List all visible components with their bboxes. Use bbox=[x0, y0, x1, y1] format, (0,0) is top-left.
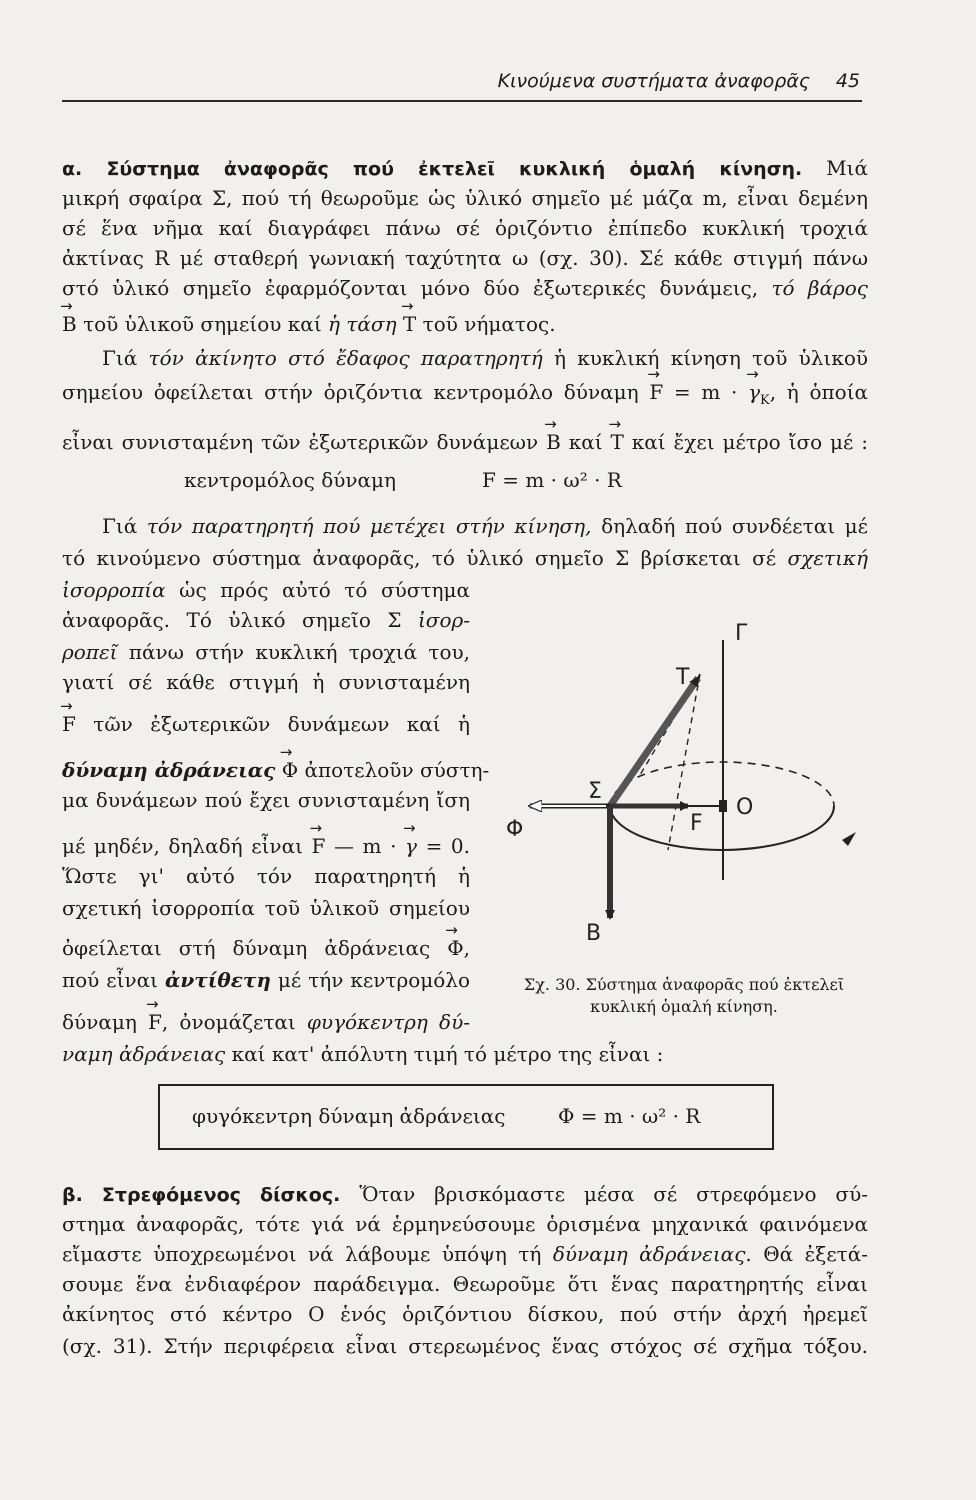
section-a-line-5: στό ὑλικό σημεῖο ἐφαρμόζονται μόνο δύο ἐξωτερικές δυνάμεις, τό βάρος bbox=[62, 276, 869, 300]
narrow-line-7: μα δυνάμεων πού ἔχει συνισταμένη ἴση bbox=[62, 788, 470, 812]
narrow-line-8: μέ μηδέν, δηλαδή εἶναι → F — m · → γ = 0. bbox=[62, 832, 470, 860]
section-a-line-4: ἀκτίνας R μέ σταθερή γωνιακή ταχύτητα ω (σχ. 30). Σέ κάθε στιγμή πάνω bbox=[62, 246, 868, 270]
section-a-line-1: α. Σύστημα ἀναφορᾶς πού ἐκτελεῖ κυκλική ὁμαλή κίνηση. Μιά bbox=[62, 156, 868, 180]
paragraph-2-line-3: εἶναι συνισταμένη τῶν ἐξωτερικῶν δυνάμεων → B καί → T καί ἔχει μέτρο ἴσο μέ : bbox=[62, 428, 868, 456]
label-gamma: Γ bbox=[735, 621, 748, 646]
section-b-line-4: σουμε ἕνα ἐνδιαφέρον παράδειγμα. Θεωροῦμε ὅτι ἕνας παρατηρητής εἶναι bbox=[62, 1272, 868, 1296]
section-a-heading: α. Σύστημα ἀναφορᾶς πού ἐκτελεῖ κυκλική ὁμαλή κίνηση. bbox=[62, 158, 803, 180]
narrow-line-11: ὀφείλεται στή δύναμη ἀδράνειας → Φ, bbox=[62, 934, 470, 962]
paragraph-3-line-1: Γιά τόν παρατηρητή πού μετέχει στήν κίνηση, δηλαδή πού συνδέεται μέ bbox=[102, 514, 869, 538]
figure-caption: Σχ. 30. Σύστημα ἀναφορᾶς πού ἐκτελεῖ κυκλική ὁμαλή κίνηση. bbox=[523, 975, 845, 1016]
paragraph-2-line-2: σημείου ὀφείλεται στήν ὁριζόντια κεντρομόλο δύναμη → F = m · → $\gamma_K$, ἡ ὁποία bbox=[62, 378, 868, 415]
label-t: T bbox=[676, 665, 690, 690]
narrow-line-10: σχετική ἰσορροπία τοῦ ὑλικοῦ σημείου bbox=[62, 896, 470, 920]
label-f: F bbox=[690, 811, 703, 836]
figure-30 bbox=[490, 600, 870, 940]
page-number: 45 bbox=[835, 70, 860, 92]
narrow-line-12: πού εἶναι ἀντίθετη μέ τήν κεντρομόλο bbox=[62, 968, 471, 992]
paragraph-3-last-line: ναμη ἀδράνειας καί κατ' ἀπόλυτη τιμή τό μέτρο της εἶναι : bbox=[62, 1042, 664, 1066]
label-sigma: Σ bbox=[588, 779, 602, 804]
narrow-line-2: ἀναφορᾶς. Τό ὑλικό σημεῖο Σ ἰσορ- bbox=[62, 608, 471, 632]
section-b-line-1: β. Στρεφόμενος δίσκος. Ὅταν βρισκόμαστε μέσα σέ στρεφόμενο σύ- bbox=[62, 1182, 868, 1206]
vector-t: → T bbox=[403, 310, 416, 338]
section-b-line-6: (σχ. 31). Στήν περιφέρεια εἶναι στερεωμένος ἕνας στόχος σέ σχῆμα τόξου. bbox=[62, 1334, 868, 1358]
narrow-line-13: δύναμη → F, ὀνομάζεται φυγόκεντρη δύ- bbox=[62, 1008, 470, 1036]
paragraph-3-line-2: τό κινούμενο σύστημα ἀναφορᾶς, τό ὑλικό σημεῖο Σ βρίσκεται σέ σχετική bbox=[62, 546, 869, 570]
origin-marker bbox=[719, 800, 727, 812]
narrow-line-5: → F τῶν ἐξωτερικῶν δυνάμεων καί ἡ bbox=[62, 710, 470, 738]
label-o: O bbox=[736, 795, 754, 820]
section-a-line-3: σέ ἕνα νῆμα καί διαγράφει πάνω σέ ὁριζόντιο ἐπίπεδο κυκλική τροχιά bbox=[62, 216, 868, 240]
section-b-line-2: στημα ἀναφορᾶς, τότε γιά νά ἑρμηνεύσουμε ὁρισμένα μηχανικά φαινόμενα bbox=[62, 1212, 868, 1236]
centrifugal-force-box: φυγόκεντρη δύναμη ἀδράνειας Φ = m · ω² · R bbox=[158, 1084, 774, 1150]
label-phi: Φ bbox=[506, 817, 524, 842]
narrow-line-3: ροπεῖ πάνω στήν κυκλική τροχιά του, bbox=[62, 640, 471, 664]
section-b-line-5: ἀκίνητος στό κέντρο Ο ἑνός ὁριζόντιου δίσκου, πού στήν ἀρχή ἠρεμεῖ bbox=[62, 1302, 868, 1326]
tension-vector bbox=[610, 678, 698, 806]
narrow-line-6: δύναμη ἀδράνειας → Φ ἀποτελοῦν σύστη- bbox=[62, 756, 470, 784]
paragraph-2-line-1: Γιά τόν ἀκίνητο στό ἔδαφος παρατηρητή ἡ κυκλική κίνηση τοῦ ὑλικοῦ bbox=[102, 346, 869, 370]
narrow-line-9: Ὥστε γι' αὐτό τόν παρατηρητή ἡ bbox=[62, 864, 470, 888]
vector-b: → B bbox=[62, 310, 77, 338]
section-b-line-3: εἴμαστε ὑποχρεωμένοι νά λάβουμε ὑπόψη τή δύναμη ἀδράνειας. Θά ἐξετά- bbox=[62, 1242, 869, 1266]
section-a-line-6: → B τοῦ ὑλικοῦ σημείου καί ἡ τάση → T τοῦ νήματος. bbox=[62, 310, 868, 338]
section-b-heading: β. Στρεφόμενος δίσκος. bbox=[62, 1184, 341, 1206]
narrow-line-4: γιατί σέ κάθε στιγμή ἡ συνισταμένη bbox=[62, 670, 470, 694]
label-b: B bbox=[586, 921, 602, 940]
narrow-line-1: ἰσορροπία ὡς πρός αὐτό τό σύστημα bbox=[62, 578, 470, 602]
running-header bbox=[62, 70, 862, 102]
running-title: Κινούμενα συστήματα ἀναφορᾶς bbox=[497, 70, 810, 92]
section-a-line-2: μικρή σφαίρα Σ, πού τή θεωροῦμε ὡς ὑλικό σημεῖο μέ μάζα m, εἶναι δεμένη bbox=[62, 186, 868, 210]
